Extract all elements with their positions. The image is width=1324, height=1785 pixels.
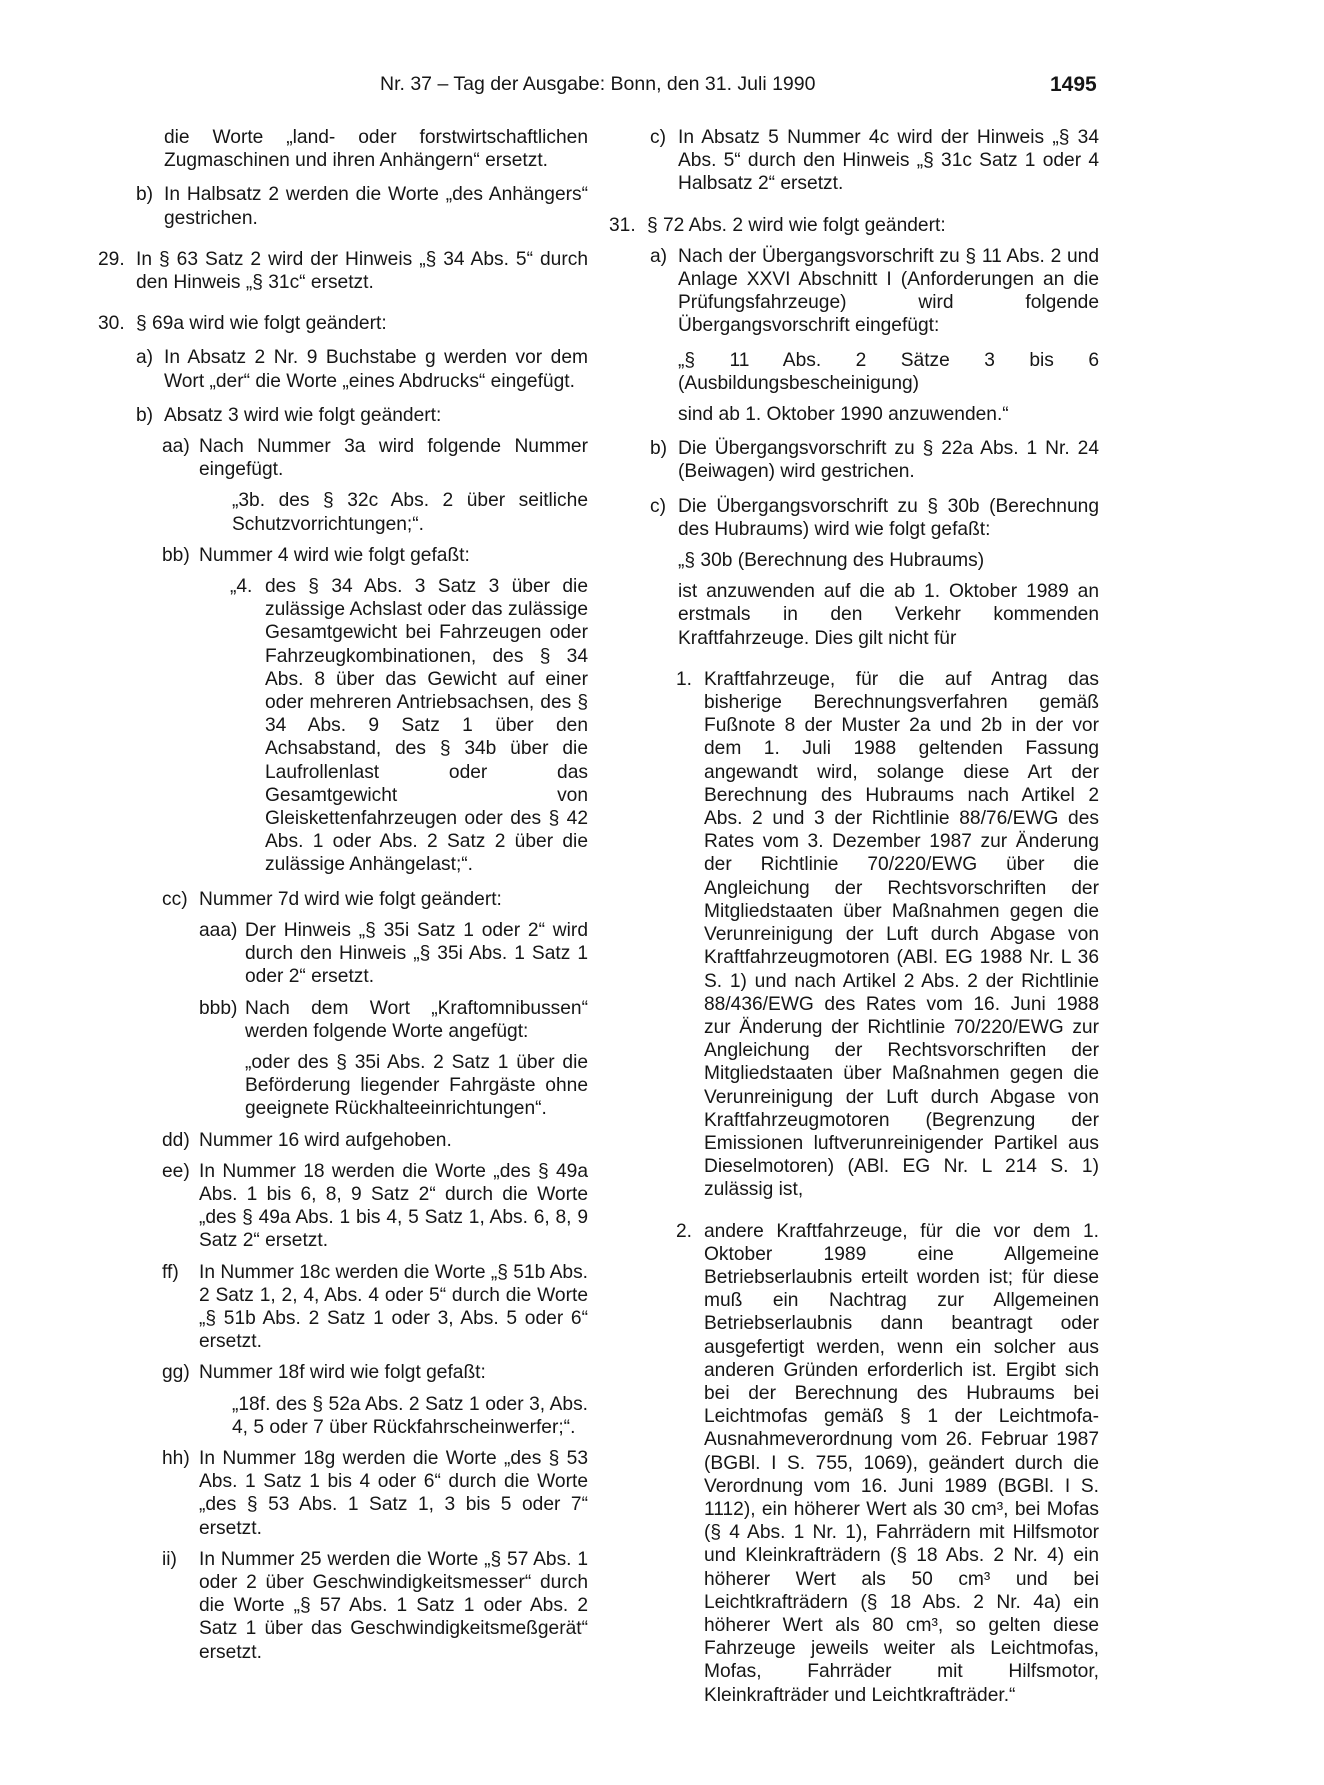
list-label: b) bbox=[136, 184, 154, 206]
list-label: a) bbox=[136, 347, 154, 369]
list-label: ee) bbox=[162, 1160, 190, 1182]
list-label: 2. bbox=[676, 1220, 693, 1242]
list-item-ii: ii) In Nummer 25 werden die Worte „§ 57 Abs. 1 oder 2 über Geschwindigkeitsmesser“ durch die Worte „§ 57 Abs. 1 Satz 1 oder Abs. 2 Satz 1 über das Geschwindigkeitsmeßgerät“ ersetzt. bbox=[162, 1548, 588, 1663]
list-label: aa) bbox=[162, 436, 190, 458]
quote-11: „§ 11 Abs. 2 Sätze 3 bis 6 (Ausbildungsbescheinigung) bbox=[678, 349, 1099, 394]
list-item-hh: hh) In Nummer 18g werden die Worte „des § 53 Abs. 1 Satz 1 bis 4 oder 6“ durch die Worte „des § 53 Abs. 1 Satz 1, 3 bis 5 oder 7“ ersetzt. bbox=[162, 1447, 588, 1539]
list-item-c: c) In Absatz 5 Nummer 4c wird der Hinweis „§ 34 Abs. 5“ durch den Hinweis „§ 31c Satz 1 oder 4 Halbsatz 2“ ersetzt. bbox=[650, 127, 1099, 195]
list-label: bbb) bbox=[199, 997, 238, 1019]
list-label: cc) bbox=[162, 888, 188, 910]
page-number: 1495 bbox=[1050, 73, 1097, 96]
list-item-dd: dd) Nummer 16 wird aufgehoben. bbox=[162, 1129, 452, 1151]
list-item-31: 31. § 72 Abs. 2 wird wie folgt geändert: bbox=[609, 214, 946, 236]
list-label: ff) bbox=[162, 1261, 179, 1283]
list-label: 29. bbox=[98, 248, 125, 270]
quote-4: „4. des § 34 Abs. 3 Satz 3 über die zulässige Achslast oder das zulässige Gesamtgewicht bei Fahrzeugen oder Fahrzeugkombinationen, des § 34 Abs. 8 über das Gewicht auf einer oder mehreren Antriebsachsen, des § 34 Abs. 9 Satz 1 über den Achsabstand, des § 34b über die Laufrollenlast oder das Gesamtgewicht von Gleiskettenfahrzeugen oder des § 42 Abs. 1 oder Abs. 2 Satz 2 über die zulässige Anhängelast;“. bbox=[230, 576, 588, 876]
list-label: 31. bbox=[609, 214, 636, 236]
left-column bbox=[98, 126, 588, 1664]
list-item-cc: cc) Nummer 7d wird wie folgt geändert: bbox=[162, 888, 502, 910]
list-item-bb: bb) Nummer 4 wird wie folgt gefaßt: bbox=[162, 544, 470, 566]
list-label: 30. bbox=[98, 313, 125, 335]
list-item-ff: ff) In Nummer 18c werden die Worte „§ 51b Abs. 2 Satz 1, 2, 4, Abs. 4 oder 5“ durch die Worte „§ 51b Abs. 2 Satz 1 oder 3, Abs. 5 oder 6“ ersetzt. bbox=[162, 1261, 588, 1353]
list-item-1: 1. Kraftfahrzeuge, für die auf Antrag das bisherige Berechnungsverfahren gemäß Fußnote 8 der Muster 2a und 2b in der vor dem 1. Juli 1988 geltenden Fassung angewandt wird, solange diese Art der Berechnung des Hubraums nach Artikel 2 Abs. 2 und 3 der Richtlinie 88/76/EWG des Rates vom 3. Dezember 1987 zur Änderung der Richtlinie 70/220/EWG über die Angleichung der Rechtsvorschriften der Mitgliedstaaten über Maßnahmen gegen die Verunreinigung der Luft durch Abgase von Kraftfahrzeugmotoren (ABl. EG 1988 Nr. L 36 S. 1) und nach Artikel 2 Abs. 2 der Richtlinie 88/436/EWG des Rates vom 16. Juni 1988 zur Änderung der Richtlinie 70/220/EWG zur Angleichung der Rechtsvorschriften der Mitgliedstaaten über Maßnahmen gegen die Verunreinigung der Luft durch Abgase von Kraftfahrzeugmotoren (Begrenzung der Emissionen luftverunreinigender Partikel aus Dieselmotoren) (ABl. EG Nr. L 214 S. 1) zulässig ist, bbox=[676, 668, 1099, 1201]
list-item-30: 30. § 69a wird wie folgt geändert: bbox=[98, 313, 387, 335]
paragraph-31c: ist anzuwenden auf die ab 1. Oktober 1989 an erstmals in den Verkehr kommenden Kraftfahrzeuge. Dies gilt nicht für bbox=[678, 581, 1099, 649]
quote-3b: „3b. des § 32c Abs. 2 über seitliche Schutzvorrichtungen;“. bbox=[232, 490, 588, 535]
list-label: gg) bbox=[162, 1362, 190, 1384]
list-label: a) bbox=[650, 245, 668, 267]
list-item-2: 2. andere Kraftfahrzeuge, für die vor dem 1. Oktober 1989 eine Allgemeine Betriebserlaubnis erteilt worden ist; für diese muß ein Nachtrag zur Allgemeinen Betriebserlaubnis dann beantragt oder ausgefertigt werden, wenn ein solcher aus anderen Gründen erforderlich ist. Ergibt sich bei der Berechnung des Hubraums bei Leichtmofas gemäß § 1 der Leichtmofa-Ausnahmeverordnung vom 26. Februar 1987 (BGBl. I S. 755, 1069), geändert durch die Verordnung vom 16. Juni 1989 (BGBl. I S. 1112), ein höherer Wert als 30 cm³, bei Mofas (§ 4 Abs. 1 Nr. 1), Fahrrädern mit Hilfsmotor und Kleinkrafträdern (§ 18 Abs. 2 Nr. 4) ein höherer Wert als 50 cm³ und bei Leichtkrafträdern (§ 18 Abs. 2 Nr. 4a) ein höherer Wert als 80 cm³, so gelten diese Fahrzeuge jeweils weiter als Leichtmofas, Mofas, Fahrräder mit Hilfsmotor, Kleinkrafträder und Leichtkrafträder.“ bbox=[676, 1220, 1099, 1706]
list-item-29: 29. In § 63 Satz 2 wird der Hinweis „§ 34 Abs. 5“ durch den Hinweis „§ 31c“ ersetzt. bbox=[98, 248, 588, 294]
list-item-31c: c) Die Übergangsvorschrift zu § 30b (Berechnung des Hubraums) wird wie folgt gefaßt: bbox=[650, 495, 1099, 540]
list-item-30a: a) In Absatz 2 Nr. 9 Buchstabe g werden vor dem Wort „der“ die Worte „eines Abdrucks“ eingefügt. bbox=[136, 347, 588, 392]
list-label: c) bbox=[650, 127, 666, 148]
quote-18f: „18f. des § 52a Abs. 2 Satz 1 oder 3, Abs. 4, 5 oder 7 über Rückfahrscheinwerfer;“. bbox=[232, 1393, 588, 1438]
list-item-b: b) In Halbsatz 2 werden die Worte „des Anhängers“ gestrichen. bbox=[136, 184, 588, 229]
list-label: „4. bbox=[230, 576, 253, 598]
list-label: ii) bbox=[162, 1548, 177, 1570]
list-label: b) bbox=[650, 438, 668, 460]
list-label: dd) bbox=[162, 1129, 190, 1151]
list-item-gg: gg) Nummer 18f wird wie folgt gefaßt: bbox=[162, 1362, 486, 1384]
list-item-aa: aa) Nach Nummer 3a wird folgende Nummer eingefügt. bbox=[162, 436, 588, 481]
page-header bbox=[0, 73, 1324, 97]
list-item-31a: a) Nach der Übergangsvorschrift zu § 11 Abs. 2 und Anlage XXVI Abschnitt I (Anforderungen an die Prüfungsfahrzeuge) wird folgende Übergangsvorschrift eingefügt: bbox=[650, 245, 1099, 337]
list-label: c) bbox=[650, 495, 666, 517]
list-item-bbb: bbb) Nach dem Wort „Kraftomnibussen“ werden folgende Worte angefügt: bbox=[199, 997, 588, 1042]
paragraph-continuation: die Worte „land- oder forstwirtschaftlichen Zugmaschinen und ihren Anhängern“ ersetzt. bbox=[164, 127, 588, 172]
list-label: b) bbox=[136, 404, 154, 426]
list-label: aaa) bbox=[199, 919, 238, 941]
list-item-aaa: aaa) Der Hinweis „§ 35i Satz 1 oder 2“ wird durch den Hinweis „§ 35i Abs. 1 Satz 1 oder 2“ ersetzt. bbox=[199, 919, 588, 988]
header-issue-line: Nr. 37 – Tag der Ausgabe: Bonn, den 31. Juli 1990 bbox=[380, 73, 816, 95]
quote-bbb: „oder des § 35i Abs. 2 Satz 1 über die Beförderung liegender Fahrgäste ohne geeignete Rückhalteeinrichtungen“. bbox=[245, 1051, 588, 1120]
list-item-31b: b) Die Übergangsvorschrift zu § 22a Abs. 1 Nr. 24 (Beiwagen) wird gestrichen. bbox=[650, 438, 1099, 483]
list-item-ee: ee) In Nummer 18 werden die Worte „des § 49a Abs. 1 bis 6, 8, 9 Satz 2“ durch die Worte „des § 49a Abs. 1 bis 4, 5 Satz 1, Abs. 6, 8, 9 Satz 2“ ersetzt. bbox=[162, 1160, 588, 1252]
list-label: bb) bbox=[162, 544, 190, 566]
right-column bbox=[609, 126, 1099, 1707]
list-label: hh) bbox=[162, 1447, 190, 1469]
quote-30b: „§ 30b (Berechnung des Hubraums) bbox=[678, 550, 985, 572]
list-label: 1. bbox=[676, 668, 693, 690]
list-item-30b: b) Absatz 3 wird wie folgt geändert: bbox=[136, 404, 442, 426]
paragraph-31a-after: sind ab 1. Oktober 1990 anzuwenden.“ bbox=[678, 404, 1009, 426]
